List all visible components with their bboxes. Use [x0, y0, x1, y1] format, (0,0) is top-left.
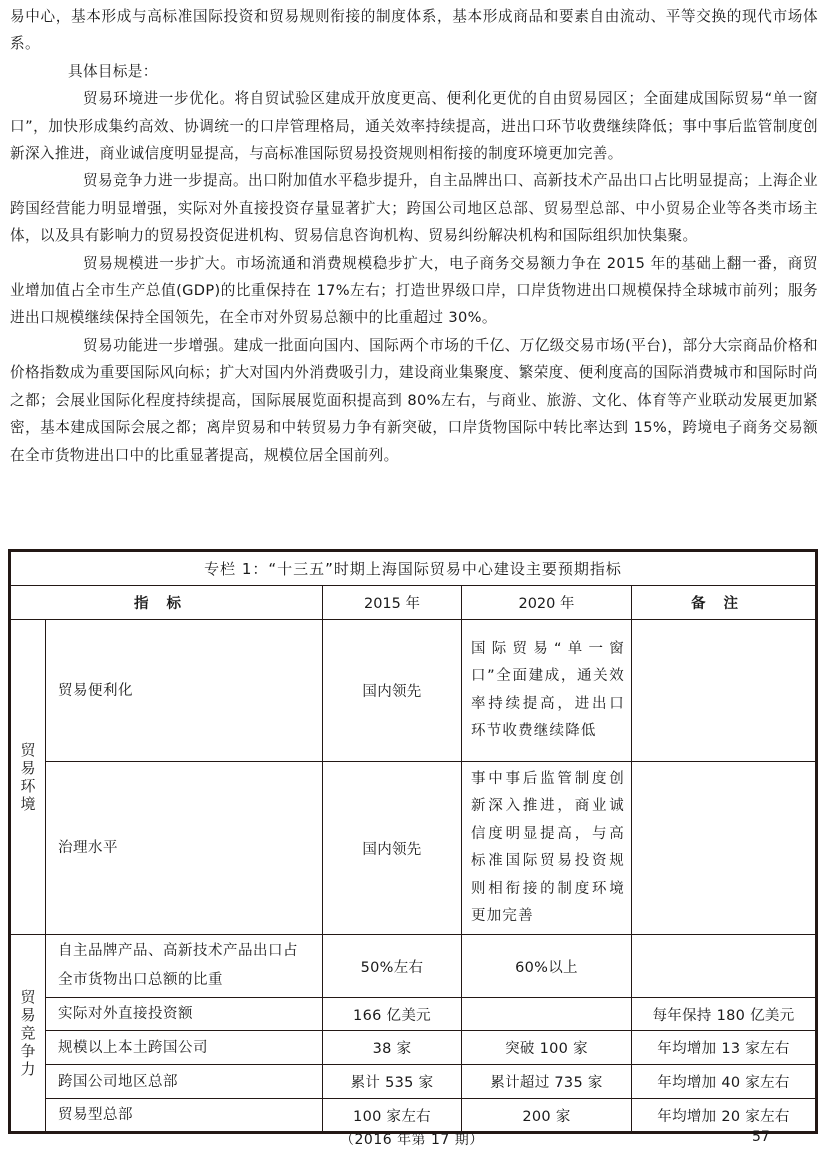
value-2020-cell: 事中事后监管制度创新深入推进，商业诚信度明显提高，与高标准国际贸易投资规则相衔接的制度环境更加完善	[462, 762, 632, 935]
paragraph-goals-intro: 具体目标是：	[68, 62, 158, 80]
indicator-cell: 贸易便利化	[46, 620, 323, 762]
value-2015-cell: 国内领先	[323, 620, 462, 762]
paragraph-trade-environment: 贸易环境进一步优化。将自贸试验区建成开放度更高、便利化更优的自由贸易园区；全面建成国际贸易“单一窗口”，加快形成集约高效、协调统一的口岸管理格局，通关效率持续提高，进出口环节收费继续降低；事中事后监管制度创新深入推进，商业诚信度明显提高，与高标准国际贸易投资规则相衔接的制度环境更加完善。	[10, 90, 818, 163]
indicator-cell: 跨国公司地区总部	[46, 1065, 323, 1099]
notes-cell: 年均增加 13 家左右	[632, 1031, 817, 1065]
indicator-cell: 贸易型总部	[46, 1099, 323, 1133]
table-title: 专栏 1：“十三五”时期上海国际贸易中心建设主要预期指标	[10, 551, 817, 586]
table-header-row	[10, 586, 817, 620]
group-label-trade-environment	[10, 620, 46, 935]
indicator-cell: 实际对外直接投资额	[46, 998, 323, 1031]
table-row	[10, 998, 817, 1031]
table-row	[10, 1031, 817, 1065]
notes-cell	[632, 620, 817, 762]
value-2015-cell: 38 家	[323, 1031, 462, 1065]
table-title-row	[10, 551, 817, 586]
indicator-cell: 自主品牌产品、高新技术产品出口占全市货物出口总额的比重	[46, 935, 323, 998]
header-2015: 2015 年	[323, 586, 462, 620]
table-row	[10, 620, 817, 762]
table-row	[10, 762, 817, 935]
notes-cell: 年均增加 20 家左右	[632, 1099, 817, 1133]
paragraph-continuation: 易中心，基本形成与高标准国际投资和贸易规则衔接的制度体系，基本形成商品和要素自由流动、平等交换的现代市场体系。	[10, 8, 818, 53]
value-2020-cell: 60%以上	[462, 935, 632, 998]
value-2020-cell: 突破 100 家	[462, 1031, 632, 1065]
value-2015-cell: 50%左右	[323, 935, 462, 998]
header-notes: 备注	[632, 586, 817, 620]
page-number: 57	[752, 1129, 770, 1145]
body-text	[10, 3, 818, 469]
value-2015-cell: 国内领先	[323, 762, 462, 935]
group-label-text: 贸易竞争力	[20, 988, 36, 1079]
footer-issue: （2016 年第 17 期）	[340, 1132, 484, 1148]
indicator-cell: 规模以上本土跨国公司	[46, 1031, 323, 1065]
paragraph-trade-function: 贸易功能进一步增强。建成一批面向国内、国际两个市场的千亿、万亿级交易市场(平台)，部分大宗商品价格和价格指数成为重要国际风向标；扩大对国内外消费吸引力，建设商业集聚度、繁荣度、便利度高的国际消费城市和国际时尚之都；会展业国际化程度持续提高，国际展展览面积提高到 80%左右，与商业、旅游、文化、体育等产业联动发展更加紧密，基本建成国际会展之都；离岸贸易和中转贸易力争有新突破，口岸货物国际中转比率达到 15%，跨境电子商务交易额在全市货物进出口中的比重显著提高，规模位居全国前列。	[10, 336, 818, 464]
group-label-text: 贸易环境	[20, 741, 36, 814]
header-indicator: 指标	[10, 586, 323, 620]
indicator-cell: 治理水平	[46, 762, 323, 935]
notes-cell	[632, 935, 817, 998]
value-2020-cell: 累计超过 735 家	[462, 1065, 632, 1099]
value-2020-cell: 国际贸易“单一窗口”全面建成，通关效率持续提高，进出口环节收费继续降低	[462, 620, 632, 762]
header-2020: 2020 年	[462, 586, 632, 620]
value-2020-cell	[462, 998, 632, 1031]
paragraph-trade-competitiveness: 贸易竞争力进一步提高。出口附加值水平稳步提升，自主品牌出口、高新技术产品出口占比明显提高；上海企业跨国经营能力明显增强，实际对外直接投资存量显著扩大；跨国公司地区总部、贸易型总部、中小贸易企业等各类市场主体，以及具有影响力的贸易投资促进机构、贸易信息咨询机构、贸易纠纷解决机构和国际组织加快集聚。	[10, 172, 818, 245]
value-2015-cell: 166 亿美元	[323, 998, 462, 1031]
notes-cell: 年均增加 40 家左右	[632, 1065, 817, 1099]
table-row	[10, 935, 817, 998]
value-2015-cell: 100 家左右	[323, 1099, 462, 1133]
group-label-trade-competitiveness	[10, 935, 46, 1133]
notes-cell	[632, 762, 817, 935]
paragraph-trade-scale: 贸易规模进一步扩大。市场流通和消费规模稳步扩大，电子商务交易额力争在 2015 年的基础上翻一番，商贸业增加值占全市生产总值(GDP)的比重保持在 17%左右；打造世界级口岸，口岸货物进出口规模保持全球城市前列；服务进出口规模继续保持全国领先，在全市对外贸易总额中的比重超过 30%。	[10, 254, 818, 327]
notes-cell: 每年保持 180 亿美元	[632, 998, 817, 1031]
table-row	[10, 1065, 817, 1099]
indicator-table	[8, 549, 818, 1134]
table-row	[10, 1099, 817, 1133]
value-2015-cell: 累计 535 家	[323, 1065, 462, 1099]
value-2020-cell: 200 家	[462, 1099, 632, 1133]
